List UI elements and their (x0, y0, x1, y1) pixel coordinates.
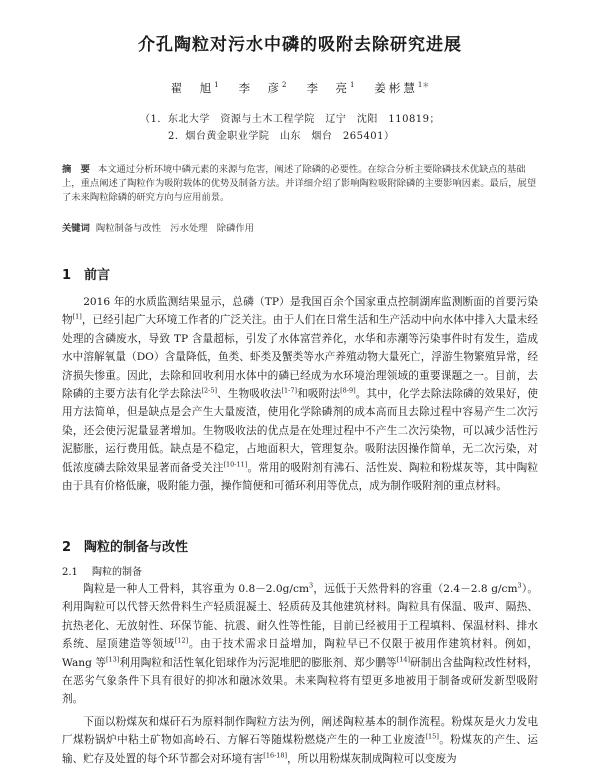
author-name: 翟 旭 (170, 81, 215, 95)
author-name: 姜彬慧 (374, 81, 418, 95)
text-run: 陶粒是一种人工骨料，其容重为 0.8－2.0g/cm (83, 583, 309, 595)
author-affil-mark: 1 (214, 81, 219, 90)
text-run: 2016 年的水质监测结果显示，总磷（TP）是我国百余个国家重点控制湖库监测断面的首要污染物 (62, 296, 538, 327)
text-run: 下面以粉煤灰和煤矸石为原料制作陶粒方法为例，阐述陶粒基本的制作流程。粉煤灰是火力发电厂煤粉锅炉中粘土矿物如高岭石、方解石等随煤粉燃烧产生的一种工业废渣 (62, 716, 538, 747)
citation: [16-18] (263, 751, 288, 760)
text-run: ，所以用粉煤灰制成陶粒可以变废为 (287, 752, 457, 765)
subsection-number: 2.1 (62, 567, 78, 578)
affiliation-line-1: （1．东北大学 资源与土木工程学院 辽宁 沈阳 110819； (140, 114, 441, 125)
keywords-label: 关键词 (62, 223, 90, 234)
superscript: 3 (517, 581, 522, 590)
abstract-label: 摘 要 (62, 164, 90, 175)
text-run: 。常用的吸附剂有沸石、活性炭、陶粒和粉煤灰等，其中陶粒由于具有价格低廉，吸附能力强，操作简便和可循环利用等优点，成为制作吸附剂的重点材料。 (62, 461, 539, 493)
subsection-title: 陶粒的制备 (92, 567, 142, 578)
text-run: 。其中，化学去除法除磷的效果好，使用方法简单，但是缺点是会产生大量废渣，使用化学除磷剂的成本高而且去除过程中容易产生二次污染，还会使污泥量显著增加。生物吸收法的优点是在处理过程中不产生二次污染物，可以减少活性污泥膨胀，运行费用低。缺点是不稳定，占地面积大，管理复杂。吸附法因操作简单，无二次污染，对低浓度磷去除效果显著而备受关注 (62, 388, 539, 474)
text-run: 和吸附法 (297, 388, 341, 401)
section-heading-1 (62, 264, 110, 283)
section-number: 2 (62, 540, 72, 555)
abstract-text: 本文通过分析环境中磷元素的来源与危害，阐述了除磷的必要性。在综合分析主要除磷技术优缺点的基础上，重点阐述了陶粒作为吸附载体的优势及制备方法。并详细介绍了影响陶粒吸附除磷的主要影响因素。最后，展望了未来陶粒除磷的研究方向与应用前景。 (62, 164, 537, 203)
author-affil-mark: 1＊ (417, 81, 430, 90)
author-list (0, 80, 600, 96)
text-run: ）。利用陶粒可以代替天然骨料生产轻质混凝土、轻质砖及其他建筑材料。陶粒具有保温、吸声、隔热、抗热老化、无放射性、环保节能、抗震、耐久性等性能，目前已经被用于工程填料、保温材料、排水系统、屋顶建造等领域 (62, 583, 539, 651)
citation: [13] (106, 655, 120, 664)
preparation-paragraph (62, 580, 538, 709)
text-run: ，远低于天然骨料的容重（2.4－2.8 g/cm (313, 583, 518, 595)
text-run: 研制出含盐陶粒改性材料，在恶劣气象条件下具有很好的抑冰和融冰效果。未来陶粒将有望更多地被用于制备或研发新型吸附剂。 (62, 656, 539, 706)
text-run: 、生物吸收法 (217, 388, 282, 401)
superscript: 3 (309, 581, 314, 590)
subsection-heading-2-1 (62, 563, 142, 578)
author-name: 李 彦 (238, 81, 283, 95)
citation: [8-9] (340, 386, 356, 395)
author-affil-mark: 2 (282, 81, 287, 90)
citation: [10-11] (223, 460, 248, 469)
paper-title: 介孔陶粒对污水中磷的吸附去除研究进展 (138, 35, 462, 55)
abstract (62, 163, 542, 205)
affiliation-line-2: 2．烟台黄金职业学院 山东 烟台 265401） (168, 131, 395, 142)
citation: [12] (174, 636, 189, 645)
citation: [14] (396, 655, 411, 664)
text-run: ，已经引起广大环境工作者的广泛关注。由于人们在日常生活和生产活动中向水体中排入大量未经处理的含磷废水，导致 TP 含量超标，引发了水体富营养化，水华和赤潮等污染事件时有发生，造成水中溶解氧量（DO）含量降低，鱼类、虾类及蟹类等水产养殖动物大量死亡，浮游生物繁殖异常，经济损失惨重。因此，去除和回收利用水体中的磷已经成为水环境治理领域的重要课题之一。目前，去除磷的主要方法有化学去除法 (62, 314, 538, 401)
text-run: 利用陶粒和活性氧化铝球作为污泥堆肥的膨胀剂、郑少鹏等 (119, 656, 397, 669)
citation: [2-5] (201, 386, 218, 395)
keywords-text: 陶粒制备与改性 污水处理 除磷作用 (95, 223, 254, 234)
citation: [1-7] (281, 386, 298, 395)
section-heading-2 (62, 536, 188, 555)
section-number: 1 (62, 268, 72, 283)
text-run: 。粉煤灰的产生、运输、贮存及处置的每个环节都会对环境有害 (62, 734, 538, 765)
text-run: 。由于技术需求日益增加，陶粒早已不仅限于被用作建筑材料。例如，Wang 等 (62, 638, 538, 669)
keywords (62, 220, 542, 234)
author-affil-mark: 1 (349, 81, 355, 90)
section-title: 陶粒的制备与改性 (84, 540, 189, 555)
intro-paragraph (62, 293, 538, 495)
citation: [15] (425, 732, 439, 741)
flyash-paragraph (62, 713, 538, 768)
author-name: 李 亮 (306, 81, 350, 95)
citation: [1] (72, 312, 82, 321)
section-title: 前言 (84, 268, 111, 283)
